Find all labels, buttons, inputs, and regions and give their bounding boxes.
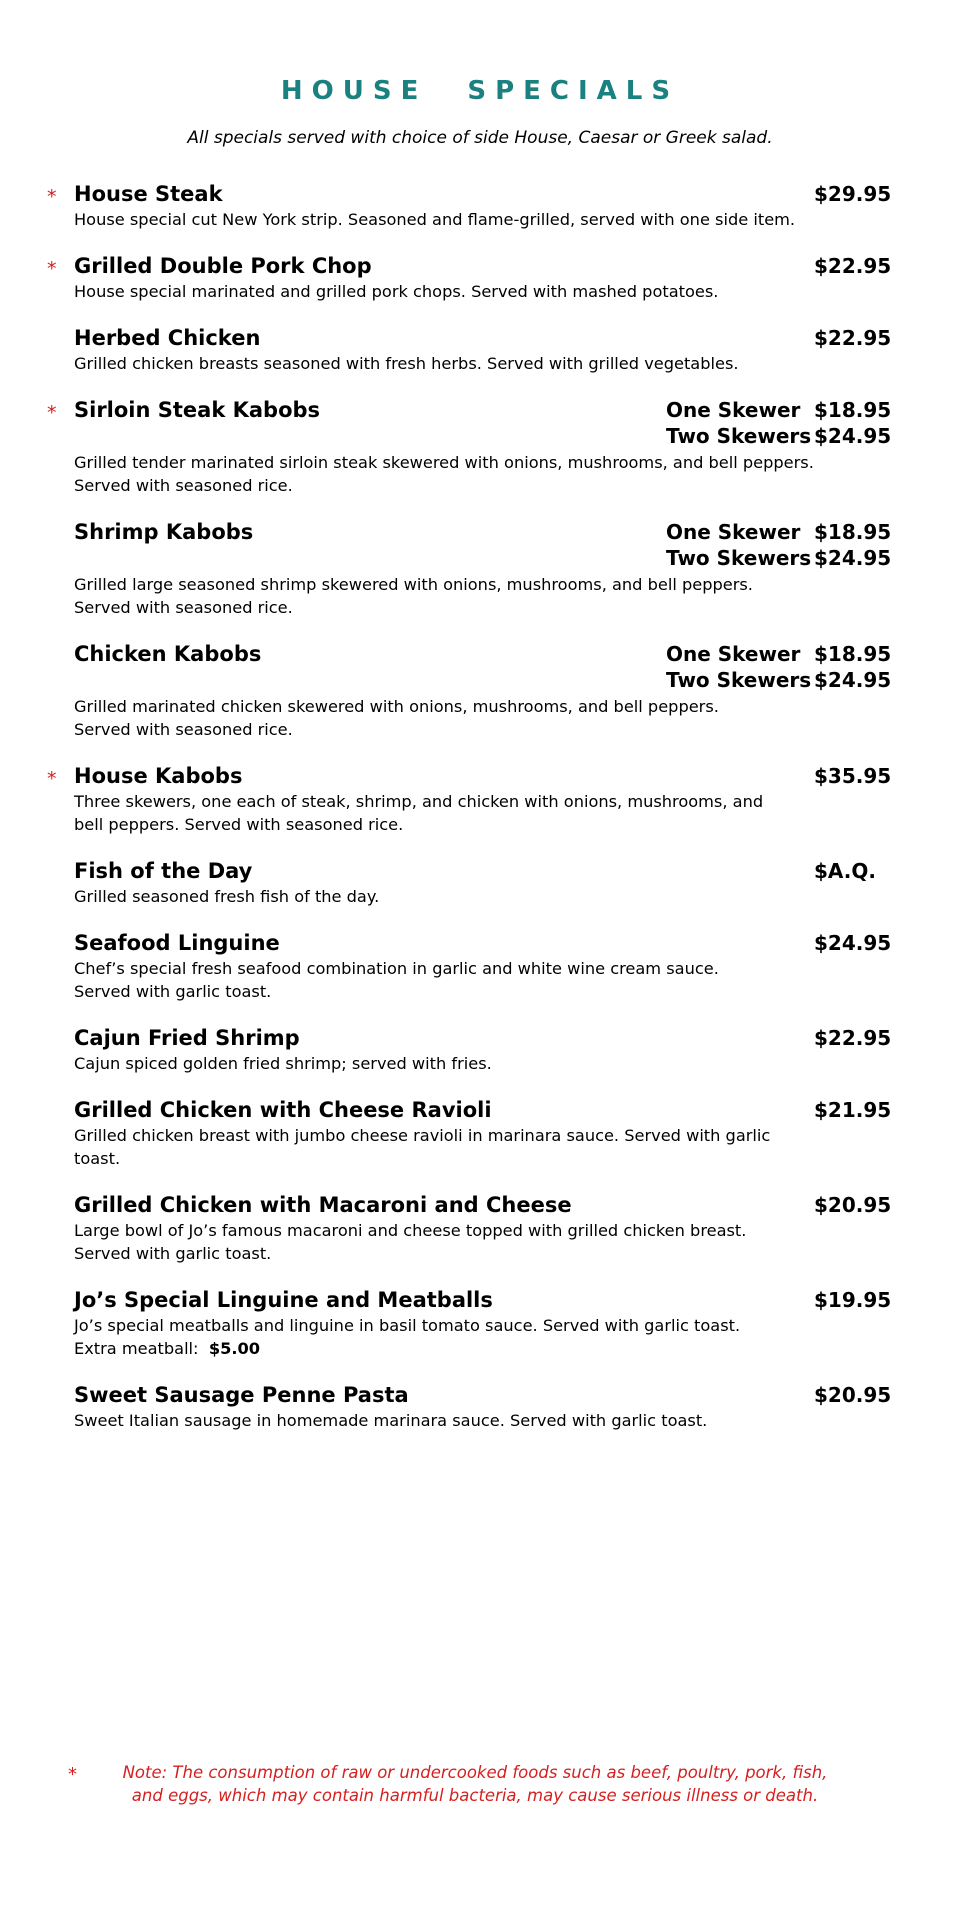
menu-item-chicken-ravioli — [74, 1098, 894, 1170]
menu-item-chicken-mac-cheese — [74, 1193, 894, 1265]
menu-item-seafood-linguine — [74, 931, 894, 1003]
item-name: House Kabobs — [74, 764, 243, 788]
item-description: Three skewers, one each of steak, shrimp, and chicken with onions, mushrooms, and — [74, 792, 764, 811]
item-name: Grilled Chicken with Macaroni and Cheese — [74, 1193, 572, 1217]
item-price: $19.95 — [814, 1288, 892, 1312]
item-price: $29.95 — [814, 182, 892, 206]
option-price: $24.95 — [814, 424, 892, 448]
item-name: Chicken Kabobs — [74, 642, 262, 666]
option-price: $18.95 — [814, 642, 892, 666]
item-description: Chef’s special fresh seafood combination in garlic and white wine cream sauce. — [74, 959, 719, 978]
item-description: House special marinated and grilled pork chops. Served with mashed potatoes. — [74, 282, 719, 301]
item-name: Sirloin Steak Kabobs — [74, 398, 321, 422]
item-description: Grilled marinated chicken skewered with onions, mushrooms, and bell peppers. — [74, 697, 719, 716]
item-name: Herbed Chicken — [74, 326, 261, 350]
item-description: Grilled chicken breasts seasoned with fresh herbs. Served with grilled vegetables. — [74, 354, 739, 373]
item-description: Large bowl of Jo’s famous macaroni and cheese topped with grilled chicken breast. — [74, 1221, 747, 1240]
item-description: Cajun spiced golden fried shrimp; served with fries. — [74, 1054, 492, 1073]
item-description: Served with garlic toast. — [74, 982, 272, 1001]
option-label: Two Skewers — [666, 424, 812, 448]
raw-food-star-icon: * — [47, 768, 57, 790]
extra-price: $5.00 — [208, 1339, 261, 1358]
menu-item-sausage-penne — [74, 1383, 894, 1432]
raw-food-star-icon: * — [47, 186, 57, 208]
item-name: House Steak — [74, 182, 223, 206]
item-description: Grilled tender marinated sirloin steak skewered with onions, mushrooms, and bell peppers. — [74, 453, 814, 472]
menu-item-fish-of-the-day — [74, 859, 894, 908]
menu-item-shrimp-kabobs — [74, 520, 894, 619]
item-description: Served with seasoned rice. — [74, 476, 293, 495]
menu-item-cajun-fried-shrimp — [74, 1026, 894, 1075]
item-price: $20.95 — [814, 1193, 892, 1217]
option-label: Two Skewers — [666, 668, 812, 692]
raw-food-star-icon: * — [68, 1764, 77, 1785]
item-description: Jo’s special meatballs and linguine in basil tomato sauce. Served with garlic toast. — [74, 1316, 741, 1335]
menu-item-linguine-meatballs — [74, 1288, 894, 1360]
option-price: $18.95 — [814, 398, 892, 422]
menu-item-house-steak — [47, 182, 894, 231]
menu-item-chicken-kabobs — [74, 642, 894, 741]
item-name: Jo’s Special Linguine and Meatballs — [74, 1288, 493, 1312]
item-description: bell peppers. Served with seasoned rice. — [74, 815, 404, 834]
item-price: $22.95 — [814, 254, 892, 278]
menu-item-herbed-chicken — [74, 326, 894, 375]
item-name: Sweet Sausage Penne Pasta — [74, 1383, 409, 1407]
item-name: Fish of the Day — [74, 859, 253, 883]
item-name: Grilled Double Pork Chop — [74, 254, 372, 278]
extra-label: Extra meatball: — [74, 1339, 199, 1358]
item-name: Shrimp Kabobs — [74, 520, 254, 544]
raw-food-star-icon: * — [47, 402, 57, 424]
item-description: Served with garlic toast. — [74, 1244, 272, 1263]
option-price: $24.95 — [814, 668, 892, 692]
note-line: and eggs, which may contain harmful bacteria, may cause serious illness or death. — [131, 1786, 819, 1805]
page-title: HOUSE SPECIALS — [280, 76, 680, 106]
note-line: Note: The consumption of raw or undercooked foods such as beef, poultry, pork, fish, — [122, 1763, 828, 1782]
option-price: $18.95 — [814, 520, 892, 544]
item-description: Grilled chicken breast with jumbo cheese ravioli in marinara sauce. Served with garlic — [74, 1126, 771, 1145]
menu-item-pork-chop — [47, 254, 894, 303]
item-price: $35.95 — [814, 764, 892, 788]
item-name: Seafood Linguine — [74, 931, 280, 955]
option-label: One Skewer — [666, 642, 801, 666]
health-warning-note — [64, 1761, 894, 1807]
item-description: Grilled large seasoned shrimp skewered with onions, mushrooms, and bell peppers. — [74, 575, 753, 594]
option-label: One Skewer — [666, 398, 801, 422]
item-extra — [74, 1337, 834, 1360]
option-label: Two Skewers — [666, 546, 812, 570]
raw-food-star-icon: * — [47, 258, 57, 280]
item-description: Grilled seasoned fresh fish of the day. — [74, 887, 380, 906]
option-label: One Skewer — [666, 520, 801, 544]
item-price: $21.95 — [814, 1098, 892, 1122]
item-description: toast. — [74, 1149, 121, 1168]
item-name: Cajun Fried Shrimp — [74, 1026, 300, 1050]
item-description: House special cut New York strip. Seasoned and flame-grilled, served with one side item. — [74, 210, 796, 229]
item-name: Grilled Chicken with Cheese Ravioli — [74, 1098, 492, 1122]
item-description: Sweet Italian sausage in homemade marinara sauce. Served with garlic toast. — [74, 1411, 708, 1430]
menu-item-sirloin-kabobs — [47, 398, 894, 497]
menu-list — [47, 182, 894, 1455]
option-price: $24.95 — [814, 546, 892, 570]
item-price: $22.95 — [814, 1026, 892, 1050]
item-price: $22.95 — [814, 326, 892, 350]
page-subtitle: All specials served with choice of side House, Caesar or Greek salad. — [187, 128, 773, 148]
item-description: Served with seasoned rice. — [74, 720, 293, 739]
item-price: $A.Q. — [814, 859, 876, 883]
item-price: $24.95 — [814, 931, 892, 955]
item-price: $20.95 — [814, 1383, 892, 1407]
item-description: Served with seasoned rice. — [74, 598, 293, 617]
menu-item-house-kabobs — [47, 764, 894, 836]
